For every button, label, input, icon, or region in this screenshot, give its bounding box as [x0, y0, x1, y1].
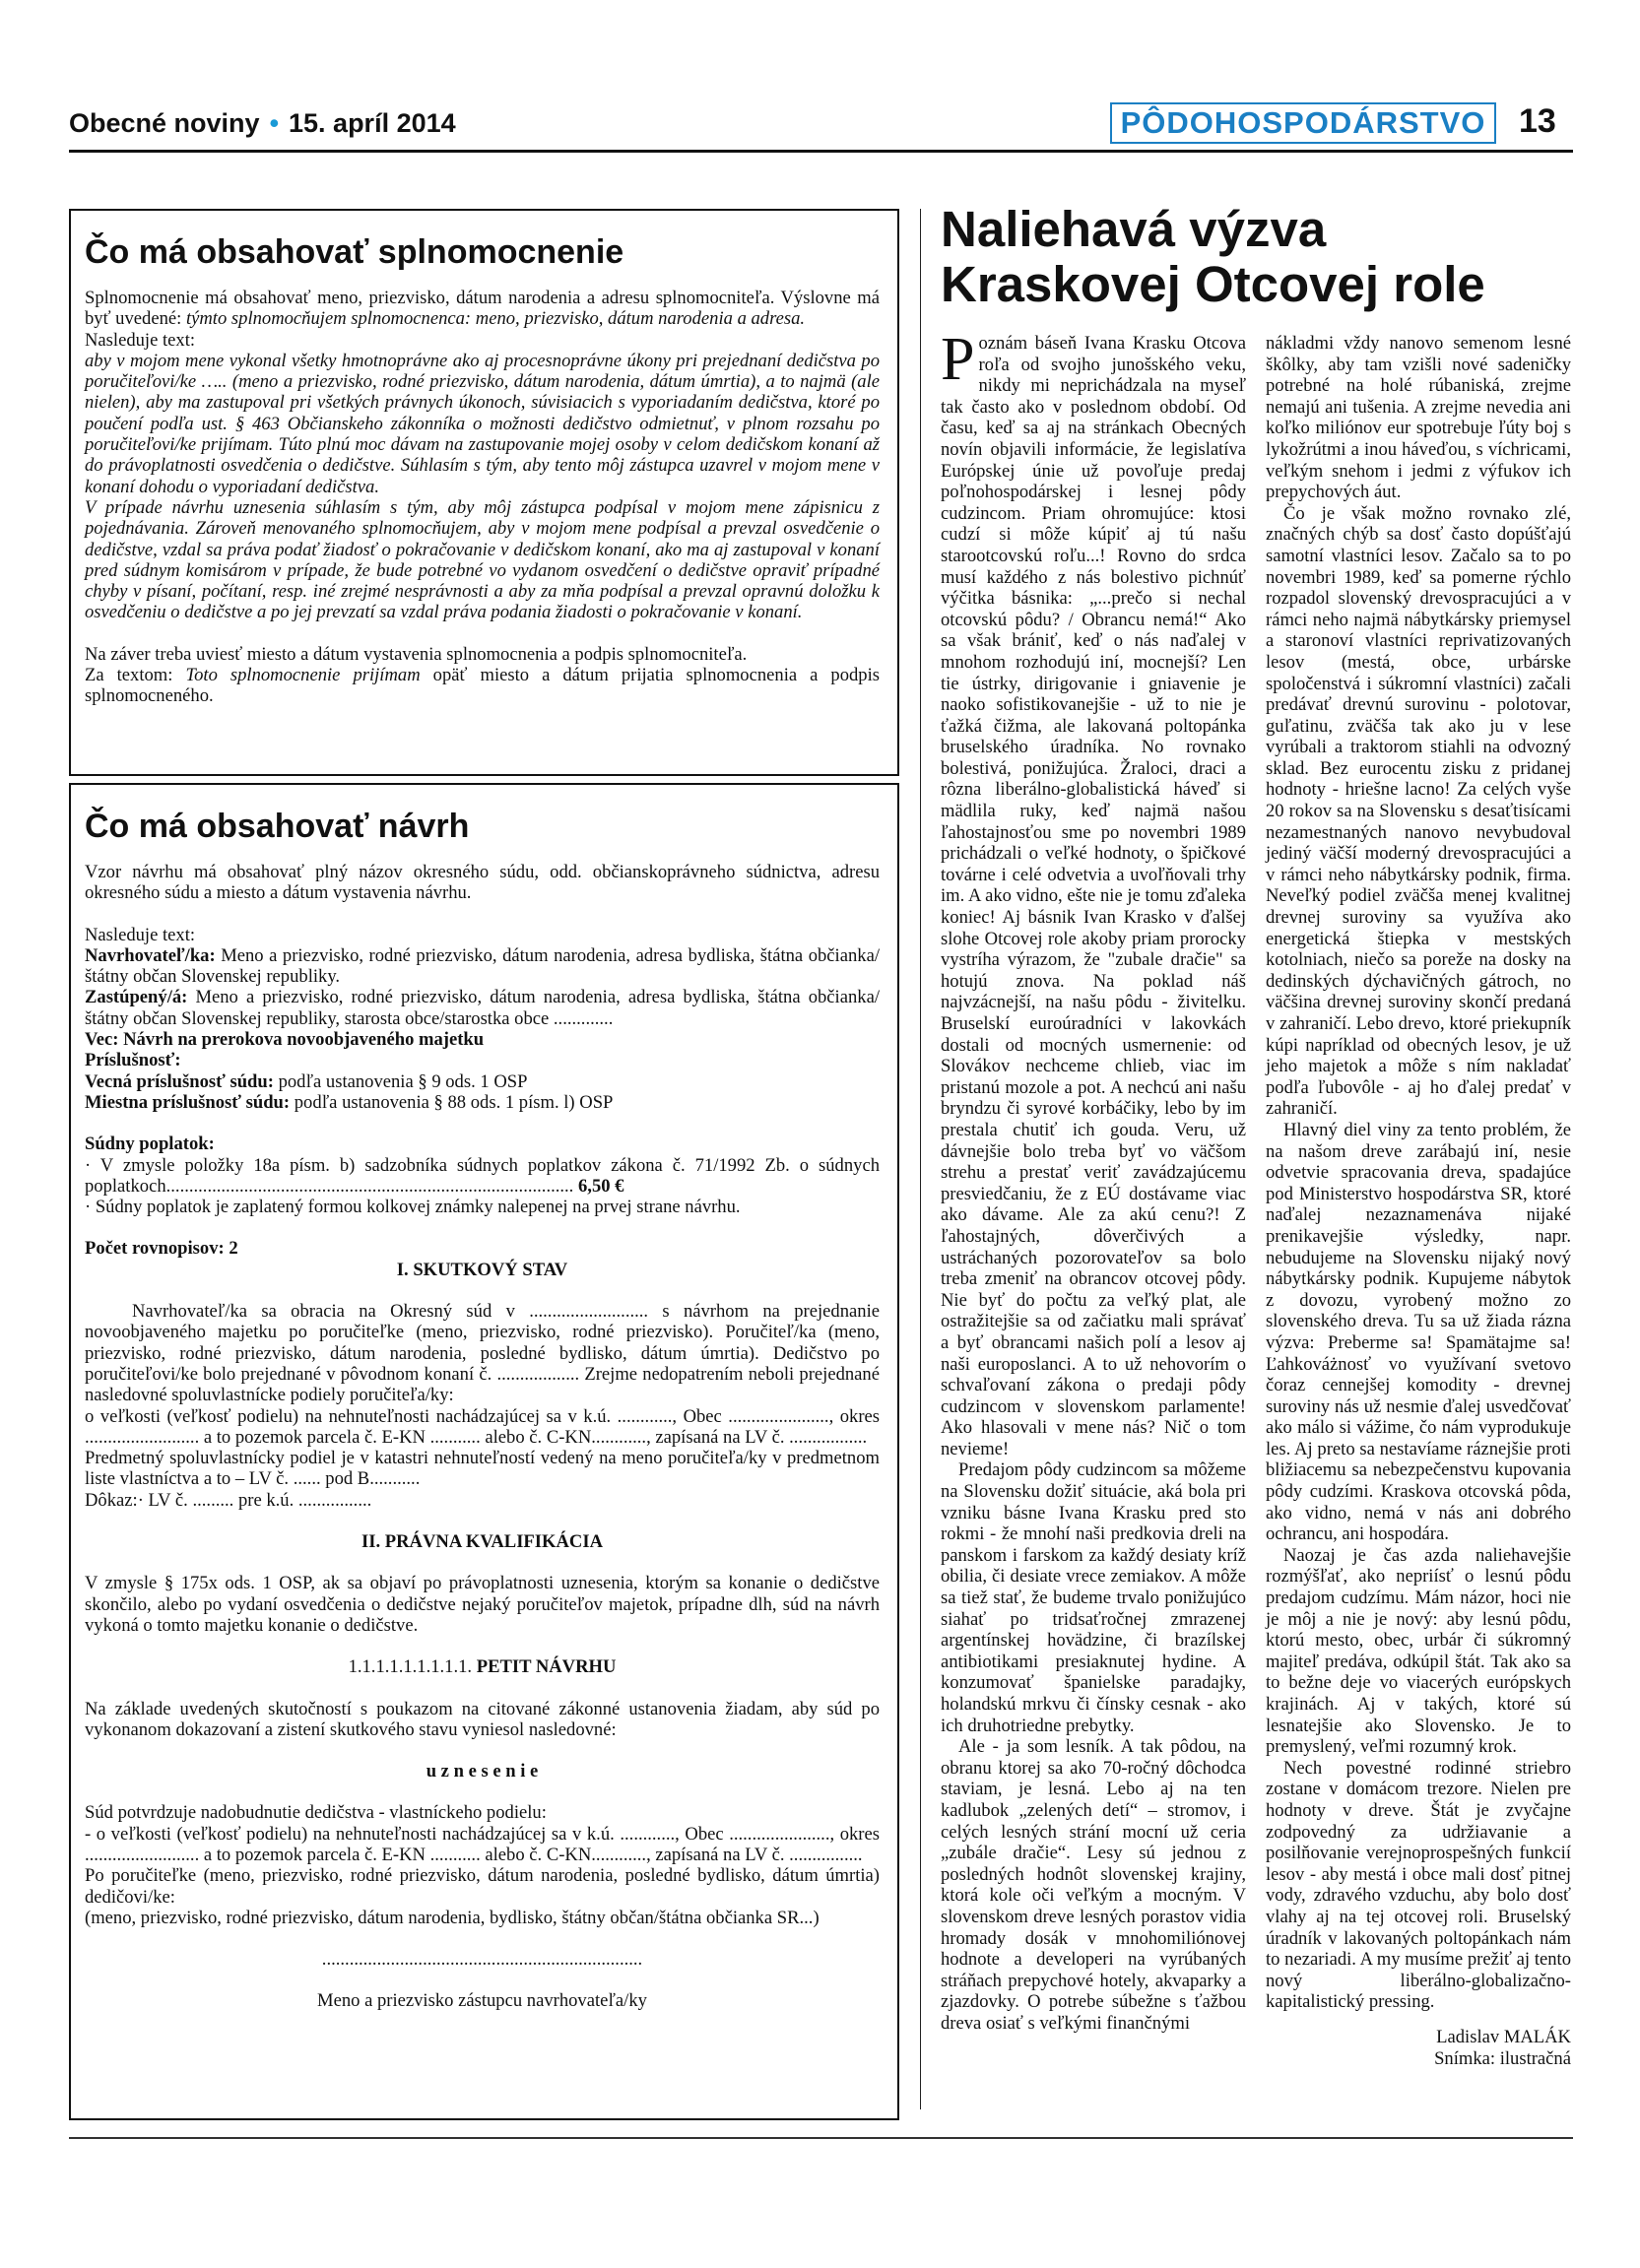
footer-rule — [69, 2137, 1573, 2139]
issue-date: 15. apríl 2014 — [289, 108, 456, 138]
box1-paragraph — [85, 288, 880, 330]
box2-paragraph — [85, 945, 880, 988]
box2-paragraph — [85, 1134, 880, 1154]
proposal-box — [69, 783, 899, 2120]
box2-paragraph: (meno, priezvisko, rodné priezvisko, dátum narodenia, bydlisko, štátny občan/štátna občianka SR...) — [85, 1907, 820, 1928]
article-paragraph: Hlavný diel viny za tento problém, že na našom dreve zarábajú iní, nesie odvetvie spracovania dreva, spadajúce pod Ministerstvo hospodárstva SR, ktoré naďalej nezaznamenáva nijaké prenikavejšie výsledky, napr. nebudujeme na Slovensku nijaký nový nábytkársky podnik. Kupujeme nábytok z dovozu, vyrobený možno zo slovenského dreva. Tu sa už žiada rázna výzva: Preberme sa! Spamätajme sa! Ľahkováżnosť vo využívaní svetovo čoraz cennejšej komodity - drevnej suroviny nás už nesmie ďalej usvedčovať ako málo si vážime, čo nám vyprodukuje les. Aj preto sa nestavíame ráznejšie proti bližiacemu sa nebezpečenstvu kupovania pôdy cudzími. Kraskova otcovská pôda, ako vidno, nemá v nás ani dobrého ochrancu, ani hospodára. — [1266, 1119, 1571, 1545]
article-paragraph: Nech povestné rodinné striebro zostane v domácom trezore. Nielen pre hodnoty v dreve. Štát je zvyčajne zodpovedný za udržiavanie a posilňovanie verejnoprospešných funkcií lesov - aby mestá i obce mali dosť pitnej vody, zdravého vzduchu, aby bolo dosť vlahy aj na tej otcovej roli. Bruselský úradník v lakovaných poltopánkach nám to nezariadi. A my musíme prežiť aj tento nový liberálno-globalizačno-kapitalistický pressing. — [1266, 1757, 1571, 2013]
box1-paragraph: Na záver treba uviesť miesto a dátum vystavenia splnomocnenia a podpis splnomocniteľa. — [85, 643, 748, 665]
box2-paragraph: Na základe uvedených skutočností s poukazom na citované zákonné ustanovenia žiadam, aby súd po vykonanom dokazovaní a zistení skutkového stavu vyniesol nasledovné: — [85, 1698, 880, 1740]
box1-paragraph: Nasleduje text: — [85, 329, 196, 351]
zastupeny-label: Zastúpený/á: — [85, 987, 188, 1008]
uznesenie-heading: u z n e s e n i e — [426, 1761, 539, 1782]
article-paragraph: nákladmi vždy nanovo semenom lesné škôlky, aby tam vzišli nové sadeničky potrebné na holé rúbaniská, zrejme nemajú ani tušenia. A zrejme nevedia ani koľko miliónov eur spotrebuje ľúty boj s lykožrútmi a inou háveďou, s víchricami, veľkým snehom i jedmi z výfukov ich prepychových áut. — [1266, 333, 1571, 503]
poplatok-text: · V zmysle položky 18a písm. b) sadzobníka súdnych poplatkov zákona č. 71/1992 Zb. o súdnych poplatkoch......................................................................................... — [85, 1154, 880, 1197]
box1-paragraph: aby v mojom mene vykonal všetky hmotnoprávne ako aj procesnoprávne úkony pri prejednaní dedičstva po poručiteľovi/ke ….. (meno a priezvisko, rodné priezvisko, dátum narodenia, dátum úmrtia), a to najmä (ale nielen), aby ma zastupoval pri všetkých právnych úkonoch, súvisiacich s vyporiadaním dedičstva, ktoré po poučení podľa ust. § 463 Občianskeho zákonníka o možnosti dedičstvo odmietnuť, v plnom rozsahu po poručiteľovi/ke prijímam. Túto plnú moc dávam na zastupovanie mojej osoby v celom dedičskom konaní až do právoplatnosti osvedčenia o dedičstve. Súhlasím s tým, aby tento môj zástupca uzavrel v mojom mene v konaní dohodu o vyporiadaní dedičstva. — [85, 350, 880, 497]
section-heading-3-prefix: 1.1.1.1.1.1.1.1.1. — [348, 1656, 477, 1678]
header-rule — [69, 150, 1573, 153]
box2-paragraph — [85, 1238, 880, 1259]
byline — [1266, 2027, 1571, 2069]
miestna-text: podľa ustanovenia § 88 ods. 1 písm. l) OSP — [290, 1091, 614, 1113]
box2-paragraph — [85, 987, 880, 1029]
paper-name: Obecné noviny — [69, 108, 260, 138]
photo-credit: Snímka: ilustračná — [1434, 2047, 1571, 2069]
masthead — [69, 108, 456, 139]
box2-paragraph — [85, 1155, 880, 1198]
section-heading — [85, 1531, 880, 1552]
signature-line: ...................................................................... — [321, 1949, 643, 1971]
article-paragraph: Ale - ja som lesník. A tak pôdou, na obranu ktorej sa ako 70-ročný dôchodca staviam, je lesná. Lebo aj na ten kadlubok „zelených detí“ – stromov, i celých lesných strání mocní už ceria „zubále dračie“. Lesy sú jednou z posledných hodnôt slovenskej krajiny, ktorá kole oči veľkým a mocným. V slovenskom dreve lesných porastov vidia hromady dosák v mnohomiliónovej hodnote a developeri na vyrúbaných stráňach prepychové hotely, akvaparky a zjazdovky. O potrebe súbežne s ťažbou dreva osiať s veľkými finančnými — [941, 1736, 1246, 2034]
section-heading — [85, 1761, 880, 1782]
article-headline — [941, 202, 1581, 312]
box2-paragraph: Navrhovateľ/ka sa obracia na Okresný súd v .......................... s návrhom na prejednanie novoobjaveného majetku po poručiteľke (meno, priezvisko, rodné priezvisko). Poručiteľ/ka (meno, priezvisko, rodné priezvisko, dátum narodenia, posledné bydlisko, dátum úmrtia). Dedičstvo po poručiteľovi/ke bolo prejednané v pôvodnom konaní č. .................. Zrejme nedopatrením neboli prejednané nasledovné spoluvlastnícke podiely poručiteľa/ky: — [85, 1301, 880, 1406]
box1-p1-text: Splnomocnenie má obsahovať meno, priezvisko, dátum narodenia a adresu splnomocniteľa. Výslovne má byť uvedené: — [85, 288, 880, 330]
box2-paragraph: Dôkaz:· LV č. ......... pre k.ú. ................ — [85, 1489, 372, 1511]
box1-p6-a: Za textom: — [85, 665, 186, 686]
section-heading — [85, 1260, 880, 1280]
article-paragraph — [941, 326, 1246, 1459]
box1-p6-b: opäť miesto a dátum prijatia splnomocnenia a podpis splnomocneného. — [85, 665, 880, 707]
article-column-2 — [1266, 333, 1571, 2069]
box2-paragraph — [85, 1092, 880, 1113]
box2-paragraph: Nasleduje text: — [85, 924, 196, 945]
masthead-separator: • — [269, 108, 280, 138]
section-heading — [85, 1656, 880, 1677]
prislusnost-label: Príslušnosť: — [85, 1050, 181, 1071]
box2-paragraph — [85, 1071, 880, 1092]
poplatok-amount: 6,50 € — [573, 1175, 624, 1197]
drop-cap: P — [941, 326, 975, 393]
box1-title: Čo má obsahovať splnomocnenie — [85, 233, 624, 271]
zastupeny-text: Meno a priezvisko, rodné priezvisko, dátum narodenia, adresa bydliska, štátna občianka/štátny občan Slovenskej republiky, starosta obce/starostka obce ............. — [85, 987, 880, 1029]
box1-paragraph: V prípade návrhu uznesenia súhlasím s tým, aby môj zástupca podpísal v mojom mene zápisnicu z pojednávania. Zároveň menovaného splnomocňujem, aby v mojom mene podpísal a prevzal osvedčenie o dedičstve, vzdal sa práva podať žiadosť o pokračovanie v dedičskom konaní, ako ma aj zastupoval v konaní pred súdnym komisárom v prípade, že bude potrebné vo vydanom osvedčení o dedičstve opraviť prípadné chyby v písaní, počítaní, resp. iné zrejmé nesprávnosti a aby za mňa podpísal a prevzal opravnú doložku k osvedčeniu o dedičstve a po jej prevzatí sa vzdal práva podania žiadosti o pokračovanie v konaní. — [85, 496, 880, 623]
page-number: 13 — [1519, 102, 1556, 140]
box2-intro: Vzor návrhu má obsahovať plný názov okresného súdu, odd. občianskoprávneho súdnictva, adresu okresného súdu a miesto a dátum vystavenia návrhu. — [85, 862, 880, 904]
box2-paragraph: - o veľkosti (veľkosť podielu) na nehnuteľnosti nachádzajúcej sa v k.ú. ............, Obec ......................, okres ......................... a to pozemok parcela č. E-KN ........... alebo č. C-KN............, zapísaná na LV č. ................ — [85, 1823, 880, 1865]
article-paragraph: Naozaj je čas azda naliehavejšie rozmýšľať, ako nepriísť o lesnú pôdu predajom cudzímu. Mám názor, hoci nie je môj a nie je nový: aby lesnú pôdu, ktorú mesto, obec, urbár či súkromný majiteľ predáva, odkúpil štát. Tak ako sa to bežne deje vo viacerých európskych krajinách. Aj v takých, ktoré sú lesnatejšie ako Slovensko. Je to premyslený, veľmi rozumný krok. — [1266, 1544, 1571, 1758]
article-paragraph: Čo je však možno rovnako zlé, značných chýb sa dosť často dopúšťajú samotní vlastníci lesov. Začalo sa to po novembri 1989, keď sa pomerne rýchlo rozpadol slovenský drevospracujúci a v rámci neho najmä nábytkársky priemysel a staronoví vlastníci reprivatizovaných lesov (mestá, obce, urbárske spoločenstvá i súkromní vlastníci) začali predávať drevnú surovinu - polotovar, guľatinu, zväčša tak ako ju v lese vyrúbali a traktorom stiahli na odvozný sklad. Bez eurocentu zisku z pridanej hodnoty - hriešne lacno! Za celých vyše 20 rokov sa na Slovensku s desaťtisícami nezamestnaných nanovo nevybudoval jediný väčší moderný drevospracujúci a v rámci neho nábytkársky podnik, firma. Neveľký podiel zväčša menej kvalitnej drevnej suroviny sa využíva ako energetická štiepka v mestských kotolniach, niečo sa poreže na dosky na dedinských dýchavičných gátroch, no väčšina drevnej suroviny skončí predaná v zahraničí. Lebo drevo, ktoré priekupník kúpi napríklad od obecných lesov, je už jeho majetok a môže s ním nakladať podľa ľubovôle - aj ho ďalej predať v zahraničí. — [1266, 502, 1571, 1120]
vecna-text: podľa ustanovenia § 9 ods. 1 OSP — [273, 1070, 528, 1092]
box2-paragraph: Po poručiteľke (meno, priezvisko, rodné priezvisko, dátum narodenia, posledné bydlisko, dátum úmrtia) dedičovi/ke: — [85, 1865, 880, 1908]
section-heading-1: I. SKUTKOVÝ STAV — [396, 1259, 568, 1280]
box2-paragraph — [85, 1050, 880, 1070]
article-text: oznám báseň Ivana Krasku Otcova roľa od svojho junošského veku, nikdy mi neprichádzala na myseľ tak často ako v poslednom období. Od času, keď sa aj na stránkach Obecných novín objavili informácie, že legislatíva Európskej únie už povoľuje predaj poľnohospodárskej i lesnej pôdy cudzincom. Priam ohromujúce: ktosi cudzí si môže kúpiť aj tú našu starootcovskú roľu...! Rovno do srdca musí každého z nás bolestivo pichnúť výčitka básnika: „...prečo si nechal otcovskú pôdu? / Obrancu nemá!“ Ako sa však brániť, keď o nás naďalej v mnohom rozhodujú iní, mocnejší? Len tie ústrky, dirigovanie i gniavenie je naoko sofistikovanejšie - už to nie je ťažká čižma, ale lakovaná poltopánka bruselského úradníka. No rovnako bolestivá, ponižujúca. Žraloci, draci a rôzna liberálno-globalistická háveď si mädlila ruky, keď najmä našou ľahostajnosťou sme po novembri 1989 prichádzali o veľké hodnoty, o špičkové továrne i celé odvetvia a uvoľňovali trhy im. A ako vidno, ešte nie je tomu zďaleka koniec! Aj básnik Ivan Krasko v ďalšej slohe Otcovej role akoby priam prorocky vystríha výrazom, že "zubale dračie" sa hotujú znova. Na poklad náš najvzácnejší, na našu pôdu - živitelku. Bruselskí eurоúradníci v lakovkách dostali od mocných usmernenie: od Slovákov nechceme chlieb, viac im pristanú mozole a pot. A nechcú ani našu bryndzu či syrové korbáčiky, lebo by im prestala chutiť ich gouda. Veru, už dávnejšie bolo treba byť vo väčšom strehu a prestať veriť zavádzajúcemu presviedčaniu, že z EÚ dostávame viac ako dávame. Ale za akú cenu?! Z ľahostajných, dôverčivých a ustráchaných pozorovateľov sa bolo treba zmeniť na obrancov otcovej pôdy. Nie byť do počtu za veľký plat, ale ostražitejšie sa od začiatku mali správať a byť obrancami našich polí a lesov aj naši europoslanci. A to už nehovorím o schvaľovaní zákona o predaji pôdy cudzincom v slovenskom parlamente! Ako hlasovali v mene nás? Nič o tom nevieme! — [941, 333, 1246, 1459]
article-column-1 — [941, 326, 1246, 2035]
box1-p6-italic: Toto splnomocnenie prijímam — [185, 665, 421, 686]
section-heading-2: II. PRÁVNA KVALIFIKÁCIA — [361, 1531, 604, 1553]
box2-paragraph — [85, 1029, 880, 1050]
column-divider — [920, 209, 921, 2109]
box2-paragraph: Predmetný spoluvlastnícky podiel je v katastri nehnuteľností vedený na meno poručiteľa/ky v predmetnom liste vlastníctva a to – LV č. ...... pod B........... — [85, 1448, 880, 1490]
box2-paragraph: Súd potvrdzuje nadobudnutie dedičstva - vlastníckeho podielu: — [85, 1802, 547, 1824]
box1-paragraph — [85, 665, 880, 707]
miestna-label: Miestna príslušnosť súdu: — [85, 1091, 291, 1113]
box2-paragraph: o veľkosti (veľkosť podielu) na nehnuteľnosti nachádzajúcej sa v k.ú. ............, Obec ......................, okres ......................... a to pozemok parcela č. E-KN ........... alebo č. C-KN............, zapísaná na LV č. ................. — [85, 1405, 880, 1448]
section-heading-3: PETIT NÁVRHU — [476, 1656, 617, 1678]
pocet-rovnopisov: Počet rovnopisov: 2 — [85, 1238, 238, 1260]
box2-paragraph: V zmysle § 175x ods. 1 OSP, ak sa objaví po právoplatnosti uznesenia, ktorým sa konanie o dedičstve skončilo, alebo po vydaní osvedčenia o dedičstve nejaký poručiteľov majetok, prípadne dlh, súd na návrh vykoná o tomto majetku konanie o dedičstve. — [85, 1573, 880, 1636]
signature-label: Meno a priezvisko zástupcu navrhovateľa/ky — [317, 1990, 647, 2012]
vecna-label: Vecná príslušnosť súdu: — [85, 1070, 274, 1092]
box2-paragraph: · Súdny poplatok je zaplatený formou kolkovej známky nalepenej na prvej strane návrhu. — [85, 1197, 741, 1218]
box1-p1-italic: týmto splnomocňujem splnomocnenca: meno, priezvisko, dátum narodenia a adresa. — [185, 308, 806, 330]
poplatok-label: Súdny poplatok: — [85, 1134, 215, 1155]
power-of-attorney-box — [69, 209, 899, 776]
headline-line-2: Kraskovej Otcovej role — [941, 256, 1485, 312]
navrhovatel-text: Meno a priezvisko, rodné priezvisko, dátum narodenia, adresa bydliska, štátna občianka/štátny občan Slovenskej republiky. — [85, 944, 880, 988]
box2-title: Čo má obsahovať návrh — [85, 808, 470, 845]
author: Ladislav MALÁK — [1436, 2026, 1571, 2047]
vec-line: Vec: Návrh na prerokova novoobjaveného majetku — [85, 1029, 485, 1051]
article-paragraph: Predajom pôdy cudzincom sa môžeme na Slovensku dožiť situácie, aká bola pri vzniku básne Ivana Krasku pred sto rokmi - že mnohí naši predkovia dreli na panskom i farskom za každý desiaty kríž obilia, či desiate vrece zemiakov. A môže sa tiež stať, že budeme trvalo ponižujúco siahať po tridsaťročnej zmrazenej argentínskej hovädzine, či brazílskej antibiotikami presiaknutej hydine. A konzumovať španielske paradajky, holandskú mrkvu či čínsky cesnak - ako ich druhotriedne prebytky. — [941, 1459, 1246, 1736]
navrhovatel-label: Navrhovateľ/ka: — [85, 944, 216, 966]
section-label: PÔDOHOSPODÁRSTVO — [1110, 102, 1496, 144]
headline-line-1: Naliehavá výzva — [941, 201, 1327, 257]
